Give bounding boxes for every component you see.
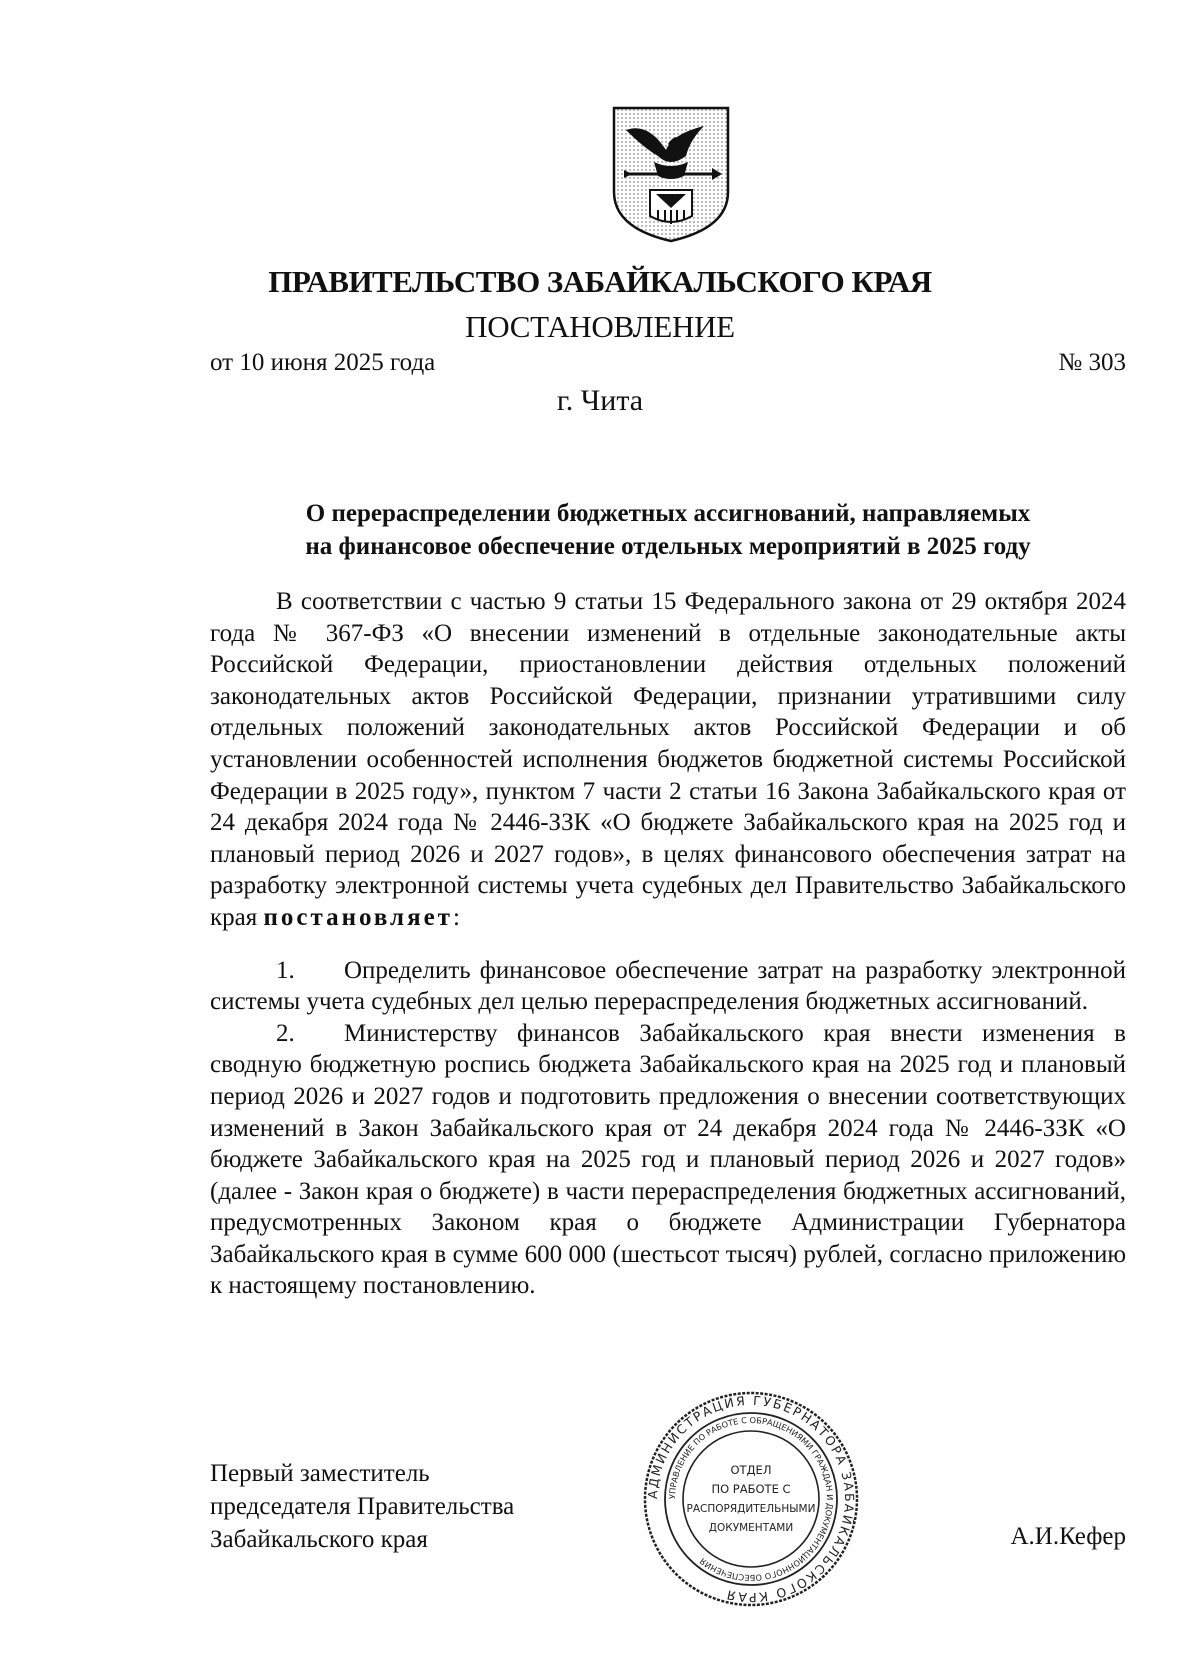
- document-date: от 10 июня 2025 года: [210, 349, 436, 376]
- subject-line: О перераспределении бюджетных ассигнований, направляемых: [305, 500, 1031, 527]
- list-item: [210, 1018, 1126, 1302]
- signer-title: [210, 1457, 514, 1556]
- item-text: Определить финансовое обеспечение затрат на разработку электронной системы учета судебных дел целью перераспределения бюджетных ассигнований.: [210, 956, 1126, 1016]
- subject-line: на финансовое обеспечение отдельных мероприятий в 2025 году: [305, 533, 1031, 560]
- government-title: ПРАВИТЕЛЬСТВО ЗАБАЙКАЛЬСКОГО КРАЯ: [268, 264, 932, 299]
- stamp-center-line: ПО РАБОТЕ С: [711, 1482, 791, 1496]
- signer-title-line: Первый заместитель: [210, 1460, 430, 1487]
- signer-name: А.И.Кефер: [1010, 1523, 1126, 1550]
- signer-title-line: Забайкальского края: [210, 1526, 428, 1553]
- stamp-center-line: ДОКУМЕНТАМИ: [708, 1522, 794, 1534]
- signer-title-line: председателя Правительства: [210, 1493, 515, 1520]
- stamp-center-line: ОТДЕЛ: [730, 1463, 772, 1477]
- preamble-paragraph: [210, 586, 1126, 934]
- document-city: г. Чита: [556, 384, 644, 417]
- svg-text:УПРАВЛЕНИЕ ПО РАБОТЕ С ОБРАЩЕН: [667, 1415, 835, 1583]
- list-item: [210, 955, 1126, 1018]
- official-stamp-icon: [641, 1389, 861, 1609]
- document-number: № 303: [1058, 349, 1126, 376]
- resolution-items: [210, 955, 1126, 1303]
- stamp-inner-text: УПРАВЛЕНИЕ ПО РАБОТЕ С ОБРАЩЕНИЯМИ ГРАЖДАН И ДОКУМЕНТАЦИОННОГО ОБЕСПЕЧЕНИЯ: [666, 1414, 836, 1584]
- stamp-center-line: РАСПОРЯДИТЕЛЬНЫМИ: [686, 1503, 816, 1515]
- coat-of-arms-icon: [608, 104, 734, 244]
- preamble-end: :: [452, 903, 460, 931]
- item-number: 2.: [276, 1019, 295, 1047]
- document-type: ПОСТАНОВЛЕНИЕ: [465, 309, 735, 344]
- resolution-keyword: постановляет: [263, 903, 453, 931]
- stamp-outer-text: АДМИНИСТРАЦИЯ ГУБЕРНАТОРА ЗАБАЙКАЛЬСКОГО КРАЯ: [644, 1392, 858, 1606]
- document-subject: [210, 497, 1126, 563]
- item-number: 1.: [276, 956, 295, 984]
- document-body: [210, 586, 1126, 1302]
- preamble-text: В соответствии с частью 9 статьи 15 Федерального закона от 29 октября 2024 года № 367-ФЗ «О внесении изменений в отдельные законодательные акты Российской Федерации, приостановлении действия отдельных положений законодательных актов Российской Федерации, признании утратившими силу отдельных положений законодательных актов Российской Федерации и об установлении особенностей исполнения бюджетов бюджетной системы Российской Федерации в 2025 году», пунктом 7 части 2 статьи 16 Закона Забайкальского края от 24 декабря 2024 года № 2446-ЗЗК «О бюджете Забайкальского края на 2025 год и плановый период 2026 и 2027 годов», в целях финансового обеспечения затрат на разработку электронной системы учета судебных дел Правительство Забайкальского края: [210, 588, 1126, 931]
- item-text: Министерству финансов Забайкальского края внести изменения в сводную бюджетную роспись бюджета Забайкальского края на 2025 год и плановый период 2026 и 2027 годов и подготовить предложения о внесении соответствующих изменений в Закон Забайкальского края от 24 декабря 2024 года № 2446-ЗЗК «О бюджете Забайкальского края на 2025 год и плановый период 2026 и 2027 годов» (далее - Закон края о бюджете) в части перераспределения бюджетных ассигнований, предусмотренных Законом края о бюджете Администрации Губернатора Забайкальского края в сумме 600 000 (шестьсот тысяч) рублей, согласно приложению к настоящему постановлению.: [210, 1019, 1126, 1300]
